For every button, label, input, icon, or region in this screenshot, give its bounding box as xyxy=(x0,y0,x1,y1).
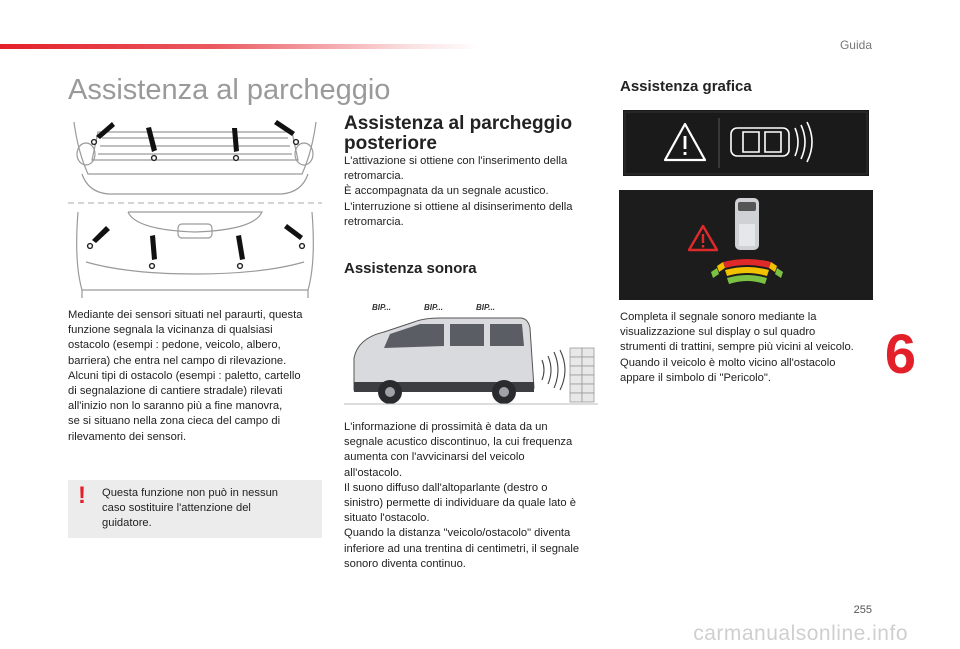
rear-assist-title: Assistenza al parcheggio posteriore xyxy=(344,113,573,154)
intro-text: Mediante dei sensori situati nel paraurti, questa funzione segnala la vicinanza di qualsiasi ostacolo (esempi : pedone, veicolo, albero, barriera) che entra nel campo di rilevazione. Alcuni tipi di ostacolo (esempi : paletto, cartello di segnalazione di cantiere stradale) rilevati all'inizio non lo saranno più a fine manovra, se si situano nella zona cieca del campo di rilevamento dei sensori. xyxy=(68,309,303,443)
display-distance-screen xyxy=(619,190,873,300)
danger-triangle-icon xyxy=(665,124,705,160)
bumper-sensors-illustration xyxy=(68,112,322,302)
watermark: carmanualsonline.info xyxy=(693,622,908,645)
van-reversing-illustration xyxy=(344,298,598,410)
graphic-assist-text: Completa il segnale sonoro mediante la visualizzazione sul display o sul quadro strumenti di trattini, sempre più vicini al veicolo. Quando il veicolo è molto vicino all'ostacolo appare il simbolo di "Pericolo". xyxy=(620,311,854,384)
warning-box xyxy=(68,480,322,538)
warning-exclamation-icon: ! xyxy=(78,482,86,509)
graphic-assist-title: Assistenza grafica xyxy=(620,78,752,95)
red-danger-triangle-icon xyxy=(689,226,717,250)
sound-assist-title: Assistenza sonora xyxy=(344,260,477,277)
page-number: 255 xyxy=(853,604,872,616)
header-accent-bar xyxy=(0,44,480,49)
rear-assist-text: L'attivazione si ottiene con l'inserimento della retromarcia. È accompagnata da un segnale acustico. L'interruzione si ottiene al disinserimento della retromarcia. xyxy=(344,155,573,228)
section-label: Guida xyxy=(839,38,872,52)
display-warning-screen xyxy=(623,110,869,176)
van-top-view-icon xyxy=(735,198,759,250)
chapter-number: 6 xyxy=(884,322,916,385)
page-title: Assistenza al parcheggio xyxy=(68,74,391,106)
beep-label-2: BIP... xyxy=(424,303,443,312)
sound-assist-text: L'informazione di prossimità è data da un segnale acustico discontinuo, la cui frequenza aumenta con l'avvicinarsi del veicolo all'ostacolo. Il suono diffuso dall'altoparlante (destro o sinistro) permette di individuare da quale lato è situato l'ostacolo. Quando la distanza "veicolo/ostacolo" diventa inferiore ad una trentina di centimetri, il segnale sonoro diventa continuo. xyxy=(344,421,580,570)
beep-label-3: BIP... xyxy=(476,303,495,312)
warning-text: Questa funzione non può in nessun caso sostituire l'attenzione del guidatore. xyxy=(102,487,279,530)
beep-label-1: BIP... xyxy=(372,303,391,312)
